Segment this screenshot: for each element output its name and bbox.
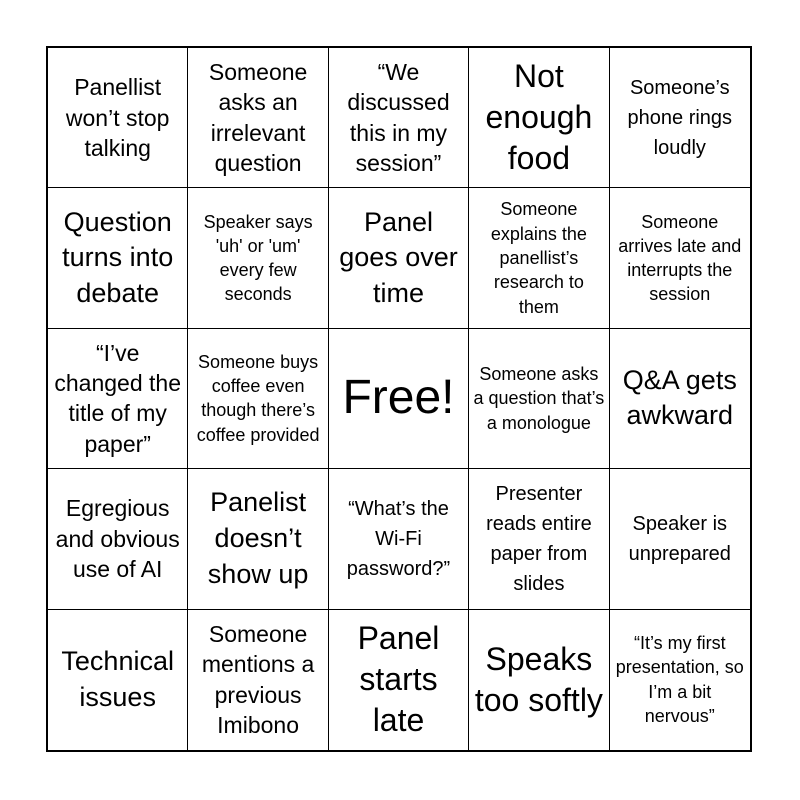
bingo-cell-text: Someone buys coffee even though there’s coffee provided [196,351,320,445]
bingo-cell-text: “I’ve changed the title of my paper” [54,339,181,457]
bingo-cell-14[interactable] [469,329,609,469]
bingo-cell-25[interactable] [610,610,750,750]
bingo-cell-3[interactable] [329,48,469,188]
bingo-cell-text: Someone arrives late and interrupts the session [618,211,742,305]
bingo-cell-11[interactable] [48,329,188,469]
bingo-cell-text: Panel goes over time [339,206,458,308]
bingo-cell-24[interactable] [469,610,609,750]
bingo-cell-17[interactable] [188,469,328,609]
bingo-cell-6[interactable] [48,188,188,328]
bingo-free-space[interactable] [329,329,469,469]
bingo-cell-text: Question turns into debate [62,206,174,308]
bingo-cell-12[interactable] [188,329,328,469]
bingo-cell-text: Someone explains the panellist’s research to them [490,199,587,317]
bingo-cell-text: Free! [342,371,455,425]
bingo-cell-22[interactable] [188,610,328,750]
bingo-cell-4[interactable] [469,48,609,188]
bingo-cell-2[interactable] [188,48,328,188]
bingo-cell-text: Egregious and obvious use of AI [55,495,180,583]
bingo-cell-9[interactable] [469,188,609,328]
bingo-cell-text: Panellist won’t stop talking [65,74,170,161]
bingo-cell-text: Presenter reads entire paper from slides [486,482,592,595]
bingo-cell-text: Panelist doesn’t show up [207,487,309,589]
bingo-cell-text: Someone mentions a previous Imibono [201,621,315,739]
bingo-cell-text: “It’s my first presentation, so I’m a bit nervous” [615,633,744,727]
bingo-cell-16[interactable] [48,469,188,609]
bingo-cell-text: Speaker is unprepared [628,512,731,565]
bingo-cell-text: Technical issues [61,646,174,712]
bingo-cell-text: Someone asks a question that’s a monologue [473,364,605,433]
bingo-cell-text: “We discussed this in my session” [347,58,450,177]
bingo-cell-7[interactable] [188,188,328,328]
bingo-cell-18[interactable] [329,469,469,609]
bingo-cell-1[interactable] [48,48,188,188]
bingo-cell-text: Not enough food [485,58,593,177]
bingo-cell-15[interactable] [610,329,750,469]
bingo-cell-text: Speaks too softly [474,640,603,718]
bingo-cell-10[interactable] [610,188,750,328]
bingo-cell-5[interactable] [610,48,750,188]
bingo-cell-23[interactable] [329,610,469,750]
bingo-cell-text: Q&A gets awkward [622,364,737,431]
bingo-cell-text: Someone’s phone rings loudly [627,76,733,159]
bingo-cell-text: Panel starts late [357,620,440,739]
bingo-cell-text: “What’s the Wi-Fi password?” [346,497,451,580]
bingo-cell-text: Speaker says 'uh' or 'um' every few seconds [203,211,313,305]
bingo-cell-19[interactable] [469,469,609,609]
bingo-cell-21[interactable] [48,610,188,750]
bingo-cell-text: Someone asks an irrelevant question [208,58,308,177]
bingo-cell-8[interactable] [329,188,469,328]
bingo-cell-20[interactable] [610,469,750,609]
bingo-card [46,46,752,752]
